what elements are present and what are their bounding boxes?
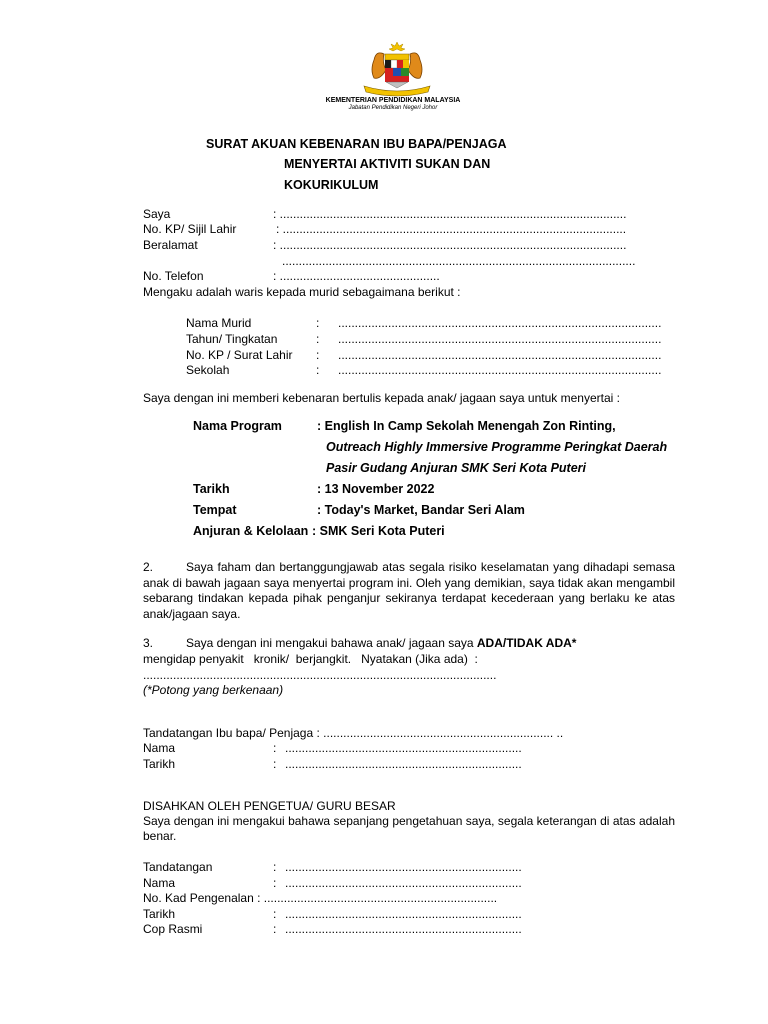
para3-text-start: Saya dengan ini mengakui bahawa anak/ jagaan saya [186, 636, 477, 650]
alamat-label: Beralamat [143, 238, 198, 252]
kp-label: No. KP/ Sijil Lahir [143, 222, 237, 236]
program-name-label: Nama Program [193, 419, 282, 433]
ministry-name: KEMENTERIAN PENDIDIKAN MALAYSIA [325, 97, 461, 104]
official-stamp-field[interactable]: ....................................................................... [285, 922, 522, 936]
telefon-field[interactable]: : ................................................ [273, 269, 440, 283]
principal-signature-field[interactable]: ....................................................................... [285, 860, 522, 874]
colon: : [273, 922, 277, 936]
tahun-field[interactable]: ................................................................................................. [338, 332, 662, 346]
para2-text: Saya faham dan bertanggungjawab atas segala risiko keselamatan yang dihadapi semasa anak di bawah jagaan saya menyertai program ini. Oleh yang demikian, saya tidak akan mengambil sebarang tindakan kepada pihak penganjur sekiranya terdapat kecederaan yang berlaku ke atas anak/jagaan saya. [143, 560, 675, 621]
strike-note: (*Potong yang berkenaan) [143, 683, 284, 697]
program-venue-label: Tempat [193, 503, 237, 517]
nama-murid-label: Nama Murid [186, 316, 252, 330]
sekolah-field[interactable]: ................................................................................................. [338, 363, 662, 377]
para2-number: 2. [143, 560, 154, 574]
saya-label: Saya [143, 207, 171, 221]
principal-text: Saya dengan ini mengakui bahawa sepanjang pengetahuan saya, segala keterangan di atas adalah benar. [143, 814, 675, 843]
program-date-value: : 13 November 2022 [317, 482, 435, 496]
colon: : [273, 907, 277, 921]
principal-signature-label: Tandatangan [143, 860, 213, 874]
tahun-label: Tahun/ Tingkatan [186, 332, 278, 346]
sekolah-label: Sekolah [186, 363, 230, 377]
colon: : [316, 348, 320, 362]
program-name-value: : English In Camp Sekolah Menengah Zon Rinting, [317, 419, 616, 433]
para3-line2: mengidap penyakit kronik/ berjangkit. Nyatakan (Jika ada) : [143, 652, 478, 666]
colon: : [273, 876, 277, 890]
illness-field[interactable]: .......................................................................................................... [143, 668, 497, 682]
program-organizer-label: Anjuran & Kelolaan [193, 524, 309, 538]
principal-name-field[interactable]: ....................................................................... [285, 876, 522, 890]
para3-number: 3. [143, 636, 154, 650]
parent-date-label: Tarikh [143, 757, 176, 771]
program-organizer-value: : SMK Seri Kota Puteri [312, 524, 445, 538]
program-name-value-2: Outreach Highly Immersive Programme Peringkat Daerah [326, 440, 668, 454]
principal-date-label: Tarikh [143, 907, 176, 921]
principal-ic-field[interactable]: No. Kad Pengenalan : ...................................................................... [143, 891, 498, 905]
colon: : [273, 757, 277, 771]
parent-name-field[interactable]: ....................................................................... [285, 741, 522, 755]
principal-heading: DISAHKAN OLEH PENGETUA/ GURU BESAR [143, 799, 396, 813]
principal-date-field[interactable]: ....................................................................... [285, 907, 522, 921]
alamat-field[interactable]: : ........................................................................................................ [273, 238, 627, 252]
colon: : [273, 860, 277, 874]
mengaku-text: Mengaku adalah waris kepada murid sebagaimana berikut : [143, 285, 461, 299]
kp-murid-label: No. KP / Surat Lahir [186, 348, 293, 362]
department-name: Jabatan Pendidikan Negeri Johor [348, 105, 438, 111]
telefon-label: No. Telefon [143, 269, 204, 283]
ada-tidak-ada: ADA/TIDAK ADA* [476, 636, 577, 650]
alamat-field-2[interactable]: .......................................................................................................... [282, 254, 636, 268]
colon: : [316, 316, 320, 330]
title-line-1: SURAT AKUAN KEBENARAN IBU BAPA/PENJAGA [206, 137, 507, 151]
colon: : [273, 741, 277, 755]
principal-name-label: Nama [143, 876, 176, 890]
saya-field[interactable]: : ........................................................................................................ [273, 207, 627, 221]
official-stamp-label: Cop Rasmi [143, 922, 203, 936]
colon: : [316, 363, 320, 377]
permission-intro: Saya dengan ini memberi kebenaran bertulis kepada anak/ jagaan saya untuk menyertai : [143, 391, 620, 405]
program-name-value-3: Pasir Gudang Anjuran SMK Seri Kota Puteri [326, 461, 586, 475]
coat-of-arms-emblem [356, 40, 438, 98]
parent-date-field[interactable]: ....................................................................... [285, 757, 522, 771]
title-line-3: KOKURIKULUM [284, 178, 379, 192]
title-line-2: MENYERTAI AKTIVITI SUKAN DAN [284, 157, 491, 171]
nama-murid-field[interactable]: ................................................................................................. [338, 316, 662, 330]
kp-murid-field[interactable]: ................................................................................................. [338, 348, 662, 362]
parent-signature-field[interactable]: Tandatangan Ibu bapa/ Penjaga : ..................................................................... .. [143, 726, 564, 740]
parent-name-label: Nama [143, 741, 176, 755]
colon: : [316, 332, 320, 346]
kp-field[interactable]: : ....................................................................................................... [276, 222, 627, 236]
program-date-label: Tarikh [193, 482, 230, 496]
para3-text [186, 636, 576, 650]
program-venue-value: : Today's Market, Bandar Seri Alam [317, 503, 525, 517]
